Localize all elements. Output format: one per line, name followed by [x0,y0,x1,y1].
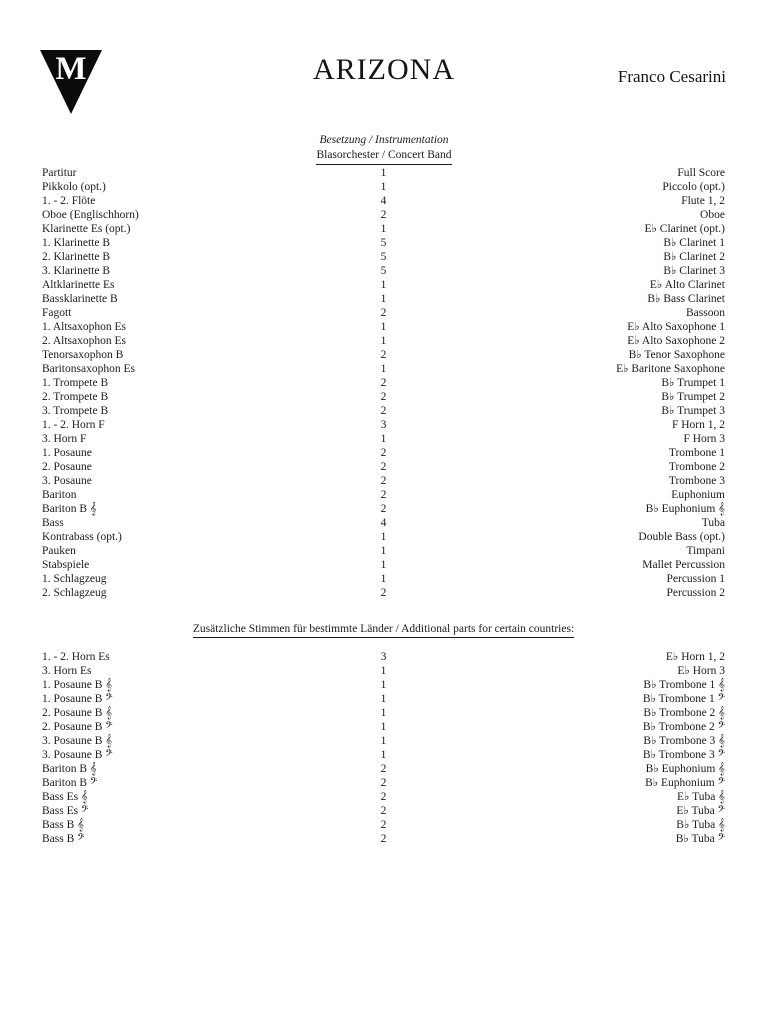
instrument-name-english: B♭ Trombone 3 𝄢 [642,749,725,761]
instrument-quantity: 2 [380,791,387,803]
instrument-name-german: 1. Klarinette B [42,237,111,249]
instrument-quantity: 1 [380,693,387,705]
instrument-quantity: 1 [380,721,387,733]
instrument-row [42,446,725,460]
instrument-name-german: Baritonsaxophon Es [42,363,135,375]
instrument-name-english: E♭ Alto Clarinet [649,279,725,291]
parts-list [42,166,725,846]
instrument-name-german: 2. Altsaxophon Es [42,335,127,347]
instrument-name-english: E♭ Alto Saxophone 2 [627,335,725,347]
instrument-name-german: 2. Trompete B [42,391,109,403]
instrument-name-german: Fagott [42,307,72,319]
instrument-name-german: 3. Klarinette B [42,265,111,277]
instrument-quantity: 3 [380,651,387,663]
additional-parts-table [42,650,725,846]
instrument-name-english: Trombone 1 [668,447,725,459]
instrument-quantity: 2 [380,307,387,319]
instrument-row [42,734,725,748]
instrument-name-german: Bariton B 𝄞 [42,503,97,515]
instrument-quantity: 1 [380,335,387,347]
instrument-quantity: 1 [380,707,387,719]
instrument-row [42,306,725,320]
instrument-quantity: 2 [380,819,387,831]
instrument-name-english: Mallet Percussion [642,559,725,571]
instrument-row [42,692,725,706]
instrument-row [42,334,725,348]
instrument-name-german: Bassklarinette B [42,293,118,305]
instrument-row [42,404,725,418]
instrument-quantity: 2 [380,833,387,845]
instrument-row [42,790,725,804]
instrument-name-german: Kontrabass (opt.) [42,531,122,543]
instrument-row [42,804,725,818]
instrument-row [42,432,725,446]
instrument-row [42,664,725,678]
instrument-name-english: B♭ Bass Clarinet [647,293,725,305]
composer-name: Franco Cesarini [617,67,726,86]
instrument-name-english: E♭ Horn 1, 2 [665,651,725,663]
instrument-name-english: B♭ Clarinet 2 [663,251,725,263]
instrument-row [42,488,725,502]
logo-letter: M [55,51,87,87]
main-instrumentation-table [42,166,725,600]
instrument-row [42,236,725,250]
instrument-quantity: 1 [380,735,387,747]
instrument-row [42,558,725,572]
instrument-name-german: 2. Posaune [42,461,92,473]
instrument-quantity: 1 [380,545,387,557]
instrument-quantity: 5 [380,237,387,249]
instrument-name-german: Tenorsaxophon B [42,349,124,361]
instrument-quantity: 2 [380,763,387,775]
instrument-name-german: 2. Schlagzeug [42,587,107,599]
instrument-row [42,208,725,222]
instrument-row [42,572,725,586]
instrument-quantity: 1 [380,531,387,543]
instrument-quantity: 1 [380,167,387,179]
instrument-name-german: 1. Schlagzeug [42,573,107,585]
instrument-quantity: 2 [380,503,387,515]
instrument-row [42,530,725,544]
instrument-name-german: 1. - 2. Flöte [42,195,96,207]
instrument-quantity: 2 [380,805,387,817]
instrument-row [42,776,725,790]
instrument-name-german: 2. Klarinette B [42,251,111,263]
instrument-name-german: 3. Horn F [42,433,87,445]
instrument-row [42,516,725,530]
instrument-name-english: B♭ Trombone 1 𝄢 [642,693,725,705]
instrument-name-german: 1. Posaune [42,447,92,459]
instrument-row [42,250,725,264]
instrument-name-english: F Horn 1, 2 [671,419,725,431]
instrument-name-german: Bariton B 𝄞 [42,763,97,775]
instrument-name-german: Bass B 𝄢 [42,833,85,845]
instrument-row [42,474,725,488]
instrument-name-german: 3. Trompete B [42,405,109,417]
instrument-quantity: 1 [380,293,387,305]
instrument-row [42,460,725,474]
instrument-row [42,222,725,236]
instrument-name-english: B♭ Euphonium 𝄞 [645,763,725,775]
instrument-row [42,502,725,516]
instrument-name-english: B♭ Euphonium 𝄢 [645,777,725,789]
instrument-name-german: Altklarinette Es [42,279,115,291]
instrument-row [42,362,725,376]
instrument-name-english: Bassoon [685,307,725,319]
instrument-quantity: 1 [380,181,387,193]
instrument-row [42,348,725,362]
instrument-name-german: Bass Es 𝄞 [42,791,88,803]
instrument-quantity: 2 [380,475,387,487]
instrument-name-english: B♭ Trombone 2 𝄞 [643,707,725,719]
instrument-row [42,586,725,600]
instrument-name-english: E♭ Alto Saxophone 1 [627,321,725,333]
page-title: ARIZONA [313,53,455,86]
instrument-name-german: 1. - 2. Horn Es [42,651,110,663]
instrument-row [42,194,725,208]
instrument-name-german: Pauken [42,545,76,557]
instrument-quantity: 1 [380,573,387,585]
instrument-name-english: B♭ Clarinet 3 [663,265,725,277]
instrument-name-german: 3. Posaune B 𝄞 [42,735,113,747]
instrument-quantity: 2 [380,777,387,789]
instrument-name-english: E♭ Tuba 𝄞 [676,791,725,803]
instrumentation-header-line2-text: Blasorchester / Concert Band [316,148,451,165]
instrument-quantity: 2 [380,447,387,459]
instrument-name-english: Full Score [677,167,725,179]
instrument-name-english: Piccolo (opt.) [662,181,725,193]
instrument-row [42,678,725,692]
instrument-name-german: Oboe (Englischhorn) [42,209,139,221]
instrument-name-english: E♭ Horn 3 [677,665,725,677]
instrument-row [42,376,725,390]
additional-parts-heading [42,622,725,638]
instrument-name-english: B♭ Trumpet 1 [661,377,725,389]
instrument-name-english: F Horn 3 [683,433,725,445]
instrumentation-header [0,133,768,165]
instrument-name-english: E♭ Tuba 𝄢 [676,805,725,817]
instrument-quantity: 2 [380,489,387,501]
instrument-name-german: Klarinette Es (opt.) [42,223,131,235]
instrument-row [42,832,725,846]
instrument-row [42,418,725,432]
instrument-name-german: Bass B 𝄞 [42,819,84,831]
instrument-row [42,762,725,776]
instrument-row [42,544,725,558]
instrument-row [42,320,725,334]
instrument-quantity: 1 [380,749,387,761]
instrument-row [42,278,725,292]
instrument-row [42,264,725,278]
instrument-name-english: E♭ Clarinet (opt.) [644,223,725,235]
instrument-row [42,650,725,664]
instrument-name-german: 1. Posaune B 𝄢 [42,693,113,705]
instrument-quantity: 2 [380,461,387,473]
instrument-name-german: Bariton [42,489,77,501]
instrument-name-german: Bass Es 𝄢 [42,805,89,817]
instrument-name-german: 3. Horn Es [42,665,92,677]
instrument-quantity: 5 [380,251,387,263]
instrument-name-german: 3. Posaune [42,475,92,487]
instrument-quantity: 1 [380,433,387,445]
instrument-name-german: 1. Posaune B 𝄞 [42,679,113,691]
instrument-quantity: 2 [380,209,387,221]
instrument-name-german: Stabspiele [42,559,90,571]
instrument-quantity: 2 [380,405,387,417]
instrument-name-german: 3. Posaune B 𝄢 [42,749,113,761]
instrument-row [42,292,725,306]
instrument-name-english: Percussion 1 [666,573,725,585]
instrument-name-english: B♭ Trumpet 2 [661,391,725,403]
instrument-quantity: 1 [380,223,387,235]
instrument-quantity: 4 [380,517,387,529]
instrument-name-german: 2. Posaune B 𝄞 [42,707,113,719]
instrument-quantity: 2 [380,587,387,599]
instrument-name-english: Double Bass (opt.) [638,531,725,543]
instrument-name-english: Timpani [686,545,725,557]
instrument-name-english: Tuba [701,517,725,529]
instrument-name-english: Euphonium [671,489,725,501]
instrument-quantity: 3 [380,419,387,431]
instrumentation-header-line1: Besetzung / Instrumentation [319,134,449,146]
instrument-row [42,166,725,180]
instrument-name-english: Percussion 2 [666,587,725,599]
instrument-name-german: Bass [42,517,64,529]
instrument-row [42,748,725,762]
instrument-name-german: 1. - 2. Horn F [42,419,105,431]
instrument-name-german: 1. Altsaxophon Es [42,321,127,333]
instrument-name-english: B♭ Tuba 𝄞 [676,819,725,831]
instrument-row [42,818,725,832]
instrument-quantity: 1 [380,679,387,691]
instrument-name-english: E♭ Baritone Saxophone [616,363,725,375]
instrument-name-english: B♭ Trombone 1 𝄞 [643,679,725,691]
instrument-quantity: 5 [380,265,387,277]
instrument-name-german: Pikkolo (opt.) [42,181,106,193]
instrumentation-header-line2 [0,148,768,165]
instrument-name-english: B♭ Tuba 𝄢 [675,833,725,845]
instrument-name-english: B♭ Trumpet 3 [661,405,725,417]
instrument-name-english: Trombone 2 [668,461,725,473]
instrument-row [42,390,725,404]
instrument-quantity: 1 [380,279,387,291]
instrument-quantity: 1 [380,363,387,375]
instrument-quantity: 2 [380,377,387,389]
instrument-name-german: Partitur [42,167,77,179]
instrument-name-english: B♭ Clarinet 1 [663,237,725,249]
instrument-name-english: B♭ Tenor Saxophone [628,349,725,361]
instrument-quantity: 2 [380,391,387,403]
instrument-quantity: 2 [380,349,387,361]
instrument-name-german: 1. Trompete B [42,377,109,389]
instrument-name-english: B♭ Euphonium 𝄞 [645,503,725,515]
instrument-row [42,720,725,734]
instrument-quantity: 1 [380,665,387,677]
instrument-name-english: B♭ Trombone 2 𝄢 [642,721,725,733]
instrument-row [42,180,725,194]
instrument-name-german: 2. Posaune B 𝄢 [42,721,113,733]
instrument-quantity: 4 [380,195,387,207]
additional-parts-heading-text: Zusätzliche Stimmen für bestimmte Länder / Additional parts for certain countries: [193,622,574,638]
instrument-quantity: 1 [380,559,387,571]
instrument-row [42,706,725,720]
instrument-name-english: Trombone 3 [668,475,725,487]
instrument-name-english: Flute 1, 2 [681,195,725,207]
instrument-name-english: Oboe [700,209,725,221]
instrument-name-german: Bariton B 𝄢 [42,777,98,789]
instrument-quantity: 1 [380,321,387,333]
instrument-name-english: B♭ Trombone 3 𝄞 [643,735,725,747]
